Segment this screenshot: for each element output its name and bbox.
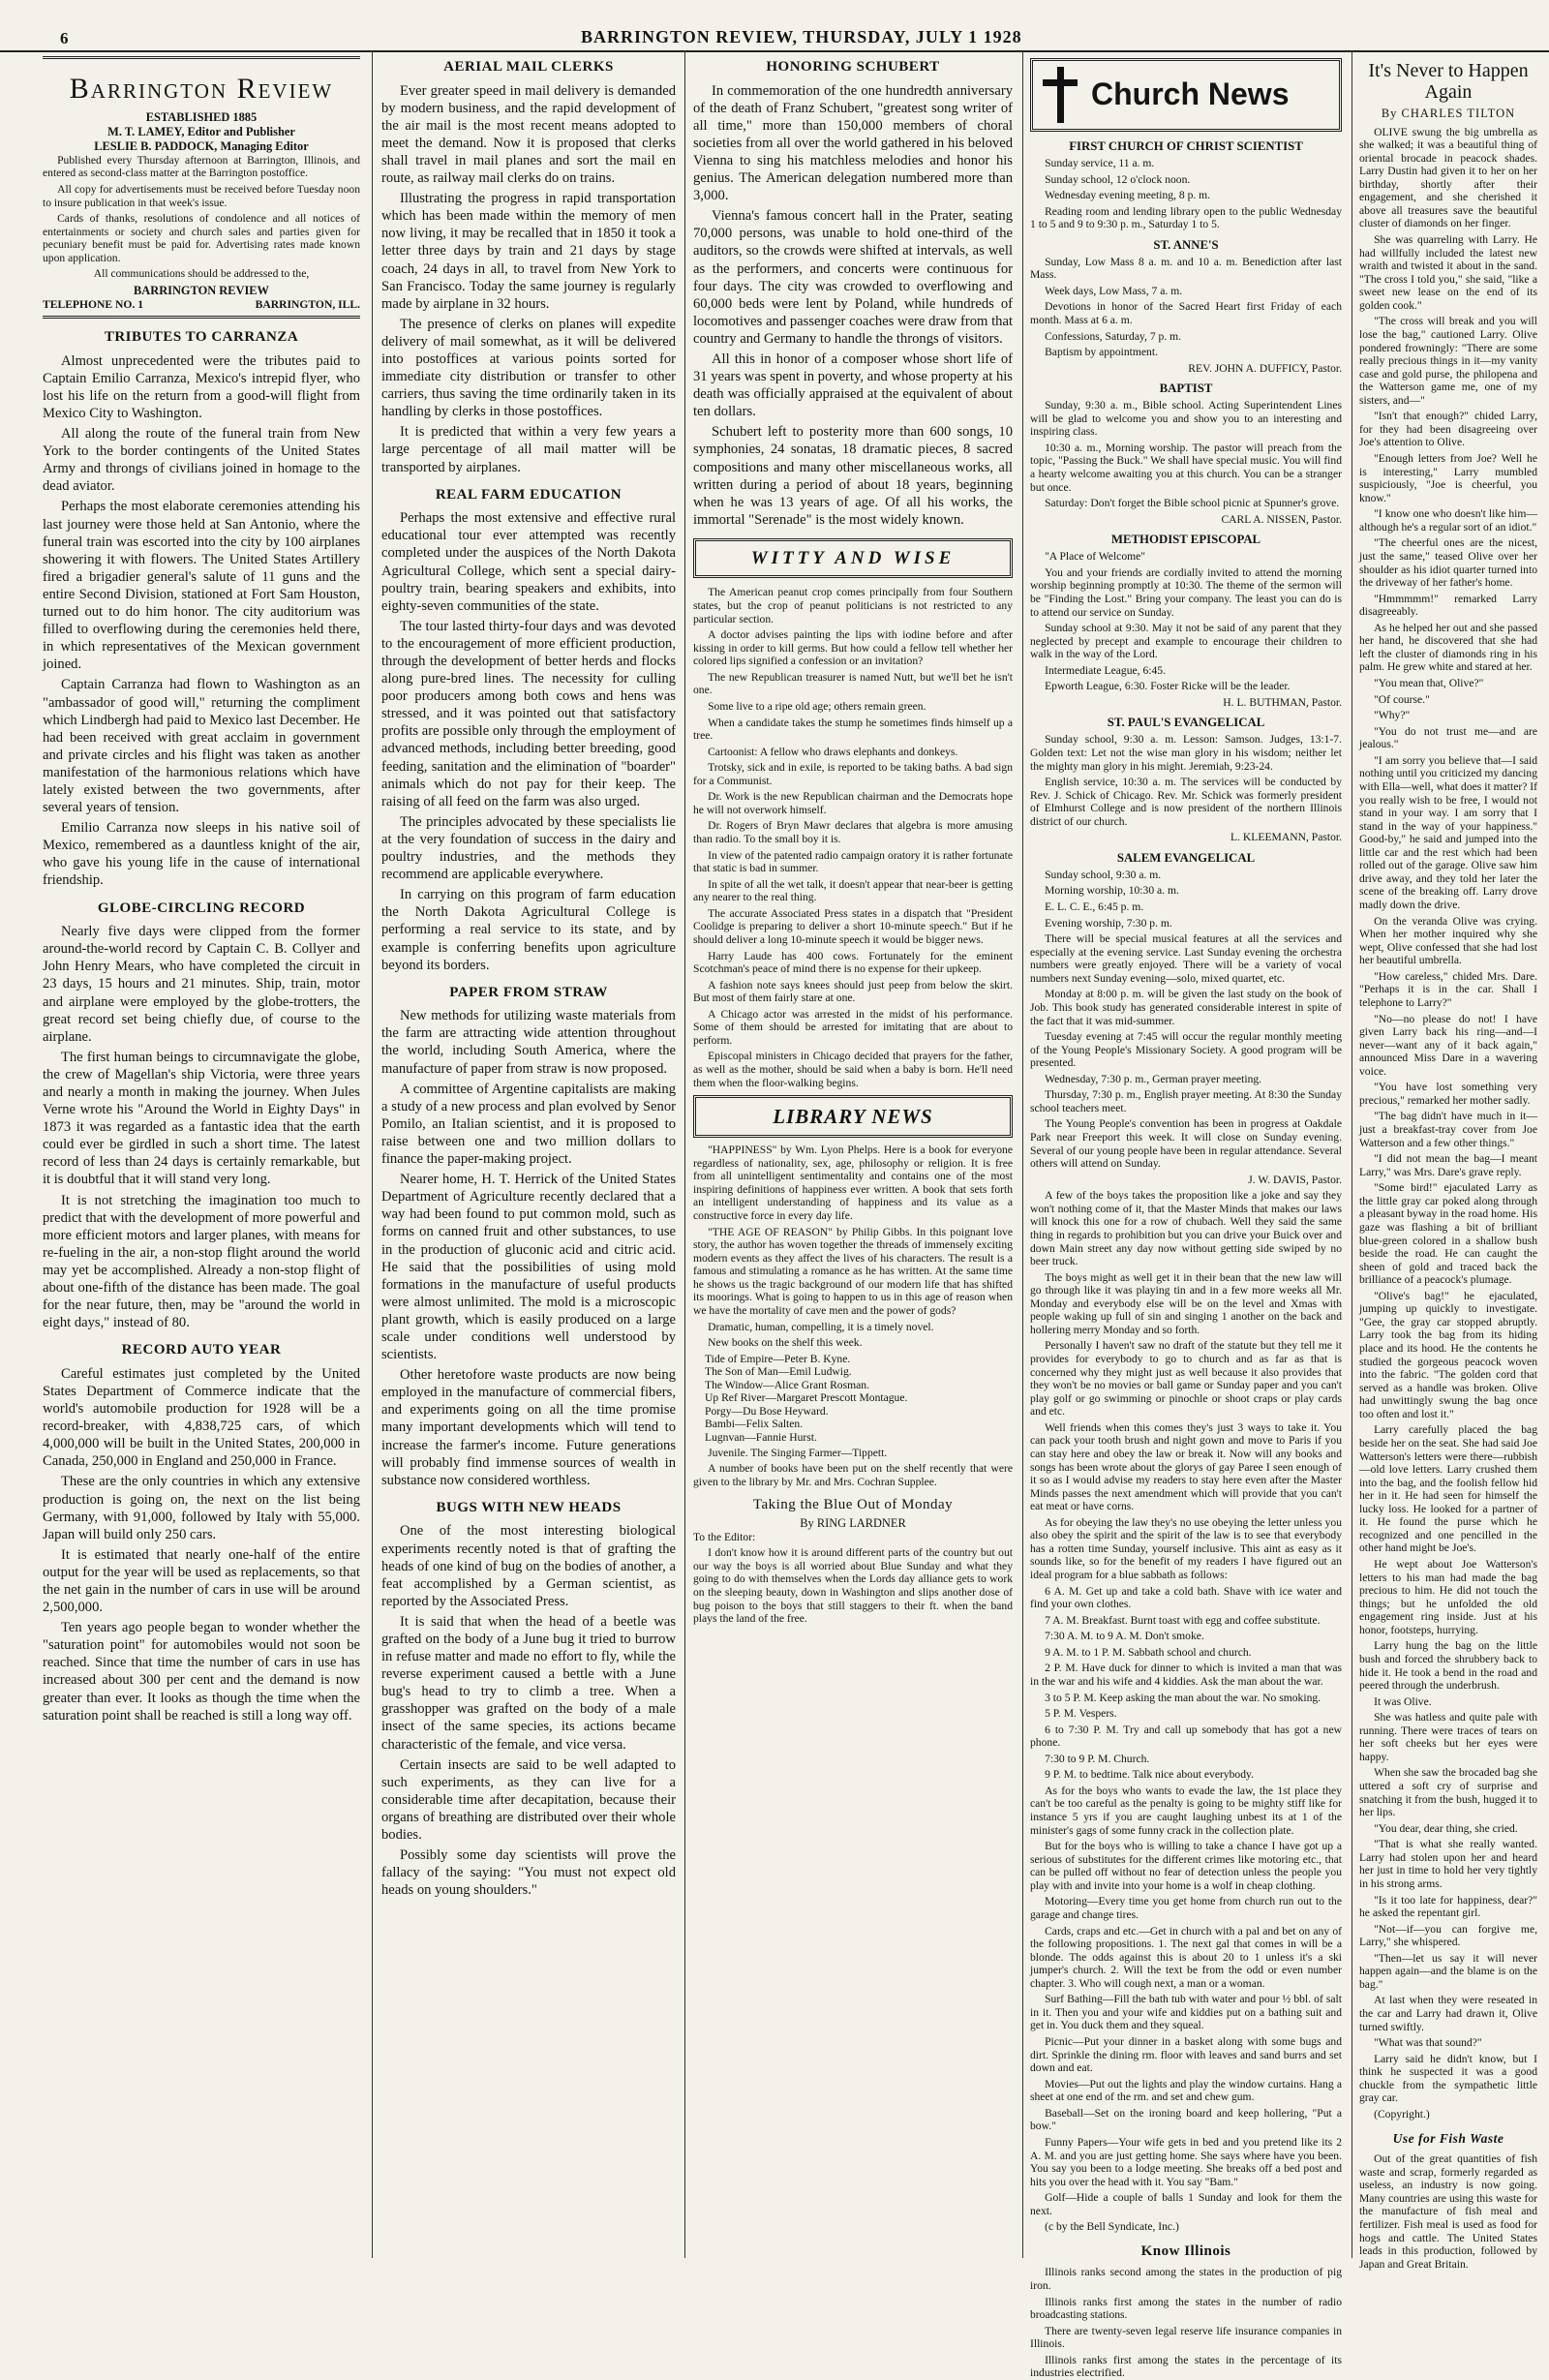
- blue-monday-paragraph: Picnic—Put your dinner in a basket along with some bugs and dirt. Sprinkle the dining rm. floor with leaves and sand burrs and set down and eat.: [1030, 2035, 1342, 2075]
- book-entry: Porgy—Du Bose Heyward.: [705, 1404, 829, 1418]
- story-paragraph: "I know one who doesn't like him—although he's a regular sort of an idiot.": [1359, 507, 1537, 534]
- story-paragraph: "Why?": [1374, 709, 1411, 722]
- story-paragraph: "I did not mean the bag—I meant Larry," was Mrs. Dare's grave reply.: [1359, 1152, 1537, 1178]
- story-paragraph: "Is it too late for happiness, dear?" he asked the repentant girl.: [1359, 1893, 1537, 1920]
- church-name: METHODIST EPISCOPAL: [1110, 533, 1261, 547]
- book-entry: The Window—Alice Grant Rosman.: [705, 1378, 869, 1391]
- masthead-footer: [43, 298, 360, 312]
- church-schedule-line: Reading room and lending library open to the public Wednesday 1 to 5 and 9 to 9:30 p. m., Saturday 1 to 5.: [1030, 204, 1342, 231]
- church-schedule-line: Sunday school, 9:30 a. m.: [1045, 868, 1162, 881]
- fish-waste-body: Out of the great quantities of fish waste and scrap, formerly regarded as useless, an industry is now going. Many countries are using this waste for the manufacture of fish meal and fertilizer. Fish meal is used as food for hogs and cattle. The United States leads in this production, followed by Japan and Great Britain.: [1359, 2152, 1537, 2271]
- blue-monday-program-item: 7:30 A. M. to 9 A. M. Don't smoke.: [1045, 1630, 1204, 1643]
- address-name: BARRINGTON REVIEW: [134, 283, 269, 297]
- witty-items: [693, 586, 1013, 1089]
- paragraph: Possibly some day scientists will prove the fallacy of the saying: "You must not expect old heads on young shoulders.": [381, 1847, 676, 1899]
- masthead-title: Barrington Review: [69, 73, 334, 105]
- church-schedule-line: Monday at 8:00 p. m. will be given the last study on the book of Job. This book study has generated considerable interest in spite of the fact that it was mid-summer.: [1030, 988, 1342, 1027]
- church-schedule-line: Intermediate League, 6:45.: [1045, 663, 1166, 677]
- book-entry: The Son of Man—Emil Ludwig.: [705, 1365, 852, 1379]
- story-paragraph: "What was that sound?": [1374, 2036, 1482, 2050]
- library-paragraph: "HAPPINESS" by Wm. Lyon Phelps. Here is a book for everyone regardless of nationality, sex, age, philosophy or religion. It is free from all unintelligent sentimentality and contains one of the most inspiring definitions of happiness ever written. A book that sets forth an intelligent understanding of happiness and its value as a constructive force in every day life.: [693, 1144, 1013, 1223]
- church-schedule-line: Sunday, Low Mass 8 a. m. and 10 a. m. Benediction after last Mass.: [1030, 255, 1342, 282]
- story-paragraph: As he helped her out and she passed her hand, he discovered that she had left the cluster of diamonds ring in his palm. He grew white and stared at her.: [1359, 621, 1537, 674]
- headline-schubert: HONORING SCHUBERT: [766, 59, 940, 75]
- church-schedule-line: Baptism by appointment.: [1045, 346, 1158, 359]
- blue-monday-program-item: 3 to 5 P. M. Keep asking the man about the war. No smoking.: [1045, 1691, 1321, 1704]
- pastor-signature: H. L. BUTHMAN, Pastor.: [1223, 695, 1342, 709]
- church-news-title: Church News: [1091, 76, 1290, 112]
- paragraph: Schubert left to posterity more than 600 songs, 10 symphonies, 24 sonatas, 18 dramatic pieces, 8 sacred compositions and many other miscellaneous works, all written during a period of about 18 years, beginning when he was 13 years of age. Of all his works, the immortal "Serenade" is the most widely known.: [693, 424, 1013, 528]
- blue-monday-paragraph: Cards, craps and etc.—Get in church with a pal and bet on any of the following propositions. 1. The next gal that comes in will be a blonde. The odds against this is about 20 to 1 unless it's a ski jumper's church. 2. Will the text be from the odd or even number chapter. 3. Who will cough next, a man or a woman.: [1030, 1924, 1342, 1990]
- story-paragraph: "Olive's bag!" he ejaculated, jumping up quickly to investigate. "Gee, the gray car stopped abruptly. Larry took the bag from its hiding place and its hood. He the contents he studied the gorgeous peacock woven into the fabric. "The golden cord that served as a handle was broken. Olive had unwittingly swung the bag once too often and lost it.": [1359, 1289, 1537, 1420]
- story-paragraph: "Of course.": [1374, 692, 1430, 706]
- witty-item: The accurate Associated Press states in a dispatch that "President Coolidge is preparing to deliver a short 10-minute speech." But if he should deliver a long 10-minute speech it would be bigger news.: [693, 906, 1013, 946]
- cross-icon: [1039, 67, 1081, 123]
- blue-monday-program-item: 9 A. M. to 1 P. M. Sabbath school and church.: [1045, 1645, 1252, 1659]
- headline-paper-straw: PAPER FROM STRAW: [449, 984, 608, 1000]
- blue-monday-paragraph: The boys might as well get it in their bean that the new law will go through like it was playing tin and in a few more weeks all Mr. Monday and everybody else will be on the level and Xmas with people waking up full of sin and singing 1 another on the back and hollering merry Monday and so forth.: [1030, 1270, 1342, 1336]
- paragraph: The principles advocated by these specialists lie at the very foundation of success in the dairy and poultry industries, and the methods they recommend are applicable everywhere.: [381, 813, 676, 883]
- book-list: [693, 1353, 1013, 1445]
- blue-monday-paragraph: Golf—Hide a couple of balls 1 Sunday and look for them the next.: [1030, 2191, 1342, 2217]
- paragraph: Ever greater speed in mail delivery is demanded by modern business, and the rapid development of the air mail is the most recent means adopted to meet the demand. Now it is proposed that clerks shall travel in mail planes and sort the mail en route, as railway mail clerks do on trains.: [381, 82, 676, 187]
- church-name: SALEM EVANGELICAL: [1116, 850, 1256, 865]
- paragraph: The first human beings to circumnavigate the globe, the crew of Magellan's ship Victoria, were three years and nearly a month in making the journey. When Jules Verne wrote his "Around the World in Eighty Days" in 1873 it was regarded as a fantastic idea that the earth could ever be girdled in such a short time. The latest record of less than 24 days is certainly remarkable, but it is doubtful that it will stand very long.: [43, 1049, 360, 1188]
- column-editorial: [43, 56, 360, 2254]
- story-paragraph: "No—no please do not! I have given Larry back his ring—and—I never—want any of it back again," announced Miss Dare in a wavering voice.: [1359, 1012, 1537, 1078]
- headline-globe-record: GLOBE-CIRCLING RECORD: [97, 900, 306, 916]
- editor-line: M. T. LAMEY, Editor and Publisher: [107, 125, 295, 139]
- established: ESTABLISHED 1885: [145, 110, 258, 125]
- blue-monday-paragraph: Well friends when this comes they's just 3 ways to take it. You can pack your tooth brush and night gown and move to Paris if you can stay here and obey the law or break it. Now will any books and songs has been wrote about the glorys of gay Paree I seen enough of it so as I would advise my readers to stay here even after the Master Minds passes the next amendment which will provide that you can't eat meat or have corns.: [1030, 1420, 1342, 1513]
- paragraph: Nearly five days were clipped from the former around-the-world record by Captain C. B. Collyer and John Henry Mears, who have completed the circuit in 23 days, 15 hours and 21 minutes. Ship, train, motor and airplane were employed by the globe-trotters, the great record set being chiefly due, of course to the airplane.: [43, 924, 360, 1045]
- story-byline: By CHARLES TILTON: [1381, 107, 1516, 120]
- illinois-fact: Illinois ranks first among the states in the percentage of its industries electrified.: [1030, 2353, 1342, 2380]
- story-paragraph: "You have lost something very precious," remarked her mother sadly.: [1359, 1081, 1537, 1107]
- church-schedule-line: There will be special musical features at all the services and especially at the evening service. Last Sunday evening the orchestra numbers were greatly enjoyed. There will be a variety of vocal numbers next Sunday evening—solo, mixed quartet, etc.: [1030, 932, 1342, 985]
- paragraph: Careful estimates just completed by the United States Department of Commerce indicate that the world's automobile production for 1928 will be a record-breaker, with 4,838,725 cars, of which 4,000,000 will be built in the United States, 200,000 in Canada, 250,000 in England and 250,000 in France.: [43, 1365, 360, 1470]
- witty-item: Dr. Rogers of Bryn Mawr declares that algebra is more amusing than radio. To the small boy it is.: [693, 819, 1013, 846]
- witty-item: A Chicago actor was arrested in the midst of his performance. Some of them should be arrested for imitating that are about to perform.: [693, 1007, 1013, 1047]
- place: BARRINGTON, ILL.: [255, 297, 360, 311]
- witty-item: Dr. Work is the new Republican chairman and the Democrats hope he will not overwork himself.: [693, 790, 1013, 816]
- page-number: 6: [60, 29, 69, 47]
- story-paragraph: On the veranda Olive was crying. When her mother inquired why she wept, Olive confessed that she had lost her beautiful umbrella.: [1359, 914, 1537, 967]
- witty-item: The new Republican treasurer is named Nutt, but we'll bet he isn't one.: [693, 670, 1013, 697]
- church-schedule-line: Sunday school, 12 o'clock noon.: [1045, 172, 1191, 186]
- church-schedule-line: Devotions in honor of the Sacred Heart first Friday of each month. Mass at 6 a. m.: [1030, 300, 1342, 326]
- paragraph: The presence of clerks on planes will expedite delivery of mail somewhat, as it will be delivered into postoffices at various points sorted for immediate city distribution or transfer to other carriers, thus saving the time ordinarily taken in its handling by clerks in those postoffices.: [381, 316, 676, 420]
- headline-auto-year: RECORD AUTO YEAR: [121, 1342, 282, 1358]
- church-name: BAPTIST: [1159, 381, 1213, 396]
- witty-item: In spite of all the wet talk, it doesn't appear that near-beer is getting any nearer to the real thing.: [693, 877, 1013, 904]
- church-name: ST. ANNE'S: [1153, 237, 1219, 252]
- story-paragraph: OLIVE swung the big umbrella as she walked; it was a beautiful thing of oriental brocade in peacock shades. Larry Dustin had given it to her on her birthday, shortly after their engagement, and she cherished it above all treasures save the beautiful cluster of diamonds on her finger.: [1359, 125, 1537, 230]
- paragraph: It is not stretching the imagination too much to predict that with the development of more powerful and more efficient motors and larger planes, with means for re-fueling in the air, a non-stop flight around the world may yet be accomplished. Already a non-stop flight of about one-fifth of the distance has been made. The goal for the near future, then, may be "around the world in eight days," instead of 80.: [43, 1192, 360, 1331]
- story-paragraph: "The bag didn't have much in it—just a breakfast-tray cover from Joe Watterson and a few other things.": [1359, 1110, 1537, 1149]
- story-paragraph: "You do not trust me—and are jealous.": [1359, 724, 1537, 751]
- paragraph: New methods for utilizing waste materials from the farm are attracting wide attention throughout the world, including South America, where the manufacture of paper from straw is now proposed.: [381, 1008, 676, 1077]
- church-schedule-line: "A Place of Welcome": [1045, 550, 1146, 564]
- library-reviews: [693, 1144, 1013, 1333]
- church-schedule-line: Saturday: Don't forget the Bible school picnic at Spunner's grove.: [1045, 497, 1340, 510]
- story-paragraph: "The cheerful ones are the nicest, just the same," teased Olive over her shoulder as his idiot quarter turned into the driveway of her father's home.: [1359, 536, 1537, 590]
- paragraph: These are the only countries in which any extensive production is going on, the next on the list being Germany, with 91,000, followed by Italy with 55,000. Japan will build only 250 cars.: [43, 1474, 360, 1542]
- headline-aerial-mail: AERIAL MAIL CLERKS: [443, 59, 614, 75]
- church-schedule-line: Sunday service, 11 a. m.: [1045, 156, 1155, 169]
- story-paragraph: "I am sorry you believe that—I said nothing until you criticized my dancing with Ella—well, what does it matter? If you really wish to be free, I would not stand in your way. I am sorry that I stand in the way of your happiness." Good-by," he said and jumped into the little car and the rest which had been rolled out of the garage. Olive saw him drive away, and they told her later the scene of the breaking off. Larry drove madly down the drive.: [1359, 753, 1537, 911]
- paragraph: All along the route of the funeral train from New York to the border contingents of the United States Army and throngs of civilians joined in homage to the dead aviator.: [43, 426, 360, 495]
- story-paragraph: At last when they were reseated in the car and Larry had drawn it, Olive turned swiftly.: [1359, 1994, 1537, 2033]
- blue-monday-program-item: 5 P. M. Vespers.: [1045, 1707, 1117, 1721]
- know-illinois-title: Know Illinois: [1140, 2243, 1231, 2259]
- witty-item: A doctor advises painting the lips with iodine before and after kissing in order to kill germs. But how could a fellow tell whether her colored lips signified a confession or an invitation?: [693, 628, 1013, 668]
- paragraph: One of the most interesting biological experiments recently noted is that of grafting the heads of one kind of bug on the bodies of another, a feat accomplished by a German scientist, as reported by the Associated Press.: [381, 1523, 676, 1609]
- managing-editor-line: LESLIE B. PADDOCK, Managing Editor: [94, 138, 309, 153]
- column-rule: [684, 50, 685, 2258]
- blue-monday-salutation: To the Editor:: [693, 1530, 756, 1543]
- article-aerial-mail: [381, 82, 676, 476]
- paragraph: Nearer home, H. T. Herrick of the United States Department of Agriculture recently declared that a way had been found to put common mold, such as forms on canned fruit and other substances, to use in the production of gluconic acid and citric acid. He said that the possibilities of using mold formations in the manufacture of useful products were almost unlimited. The mold is a microscopic plant growth, which is easily produced on a large scale under conditions well understood by scientists.: [381, 1172, 676, 1363]
- story-paragraph: She was quarreling with Larry. He had willfully included the latest new wraith and twisted it about in the sand. "The cross I told you," she said, "like a sweet new lease on the end of its golden cook.": [1359, 233, 1537, 312]
- story-paragraph: "Some bird!" ejaculated Larry as the little gray car poked along through a pleasant byway in the road home. His gaze was flashing a bit of brilliant blue-green colored in a shallow bush beside the road. He can caught the sheen of gold and traced back the brilliance of a peacock's plumage.: [1359, 1181, 1537, 1287]
- telephone: TELEPHONE NO. 1: [43, 297, 144, 311]
- church-schedule-line: Tuesday evening at 7:45 will occur the regular monthly meeting of the Young People's Missionary Society. A good program will be presented.: [1030, 1030, 1342, 1070]
- blue-monday-program-item: 6 to 7:30 P. M. Try and call up somebody that has got a new phone.: [1030, 1723, 1342, 1750]
- blue-monday-program-item: 9 P. M. to bedtime. Talk nice about everybody.: [1045, 1768, 1254, 1782]
- church-schedule-line: E. L. C. E., 6:45 p. m.: [1045, 900, 1144, 913]
- church-schedule-line: Evening worship, 7:30 p. m.: [1045, 916, 1172, 930]
- story-paragraph: "Not—if—you can forgive me, Larry," she whispered.: [1359, 1922, 1537, 1949]
- church-schedule-line: Epworth League, 6:30. Foster Ricke will be the leader.: [1045, 680, 1291, 693]
- story-paragraph: It was Olive.: [1374, 1694, 1432, 1708]
- witty-item: Cartoonist: A fellow who draws elephants and donkeys.: [708, 745, 958, 758]
- paragraph: A committee of Argentine capitalists are making a study of a new process and plan evolved by Senor Pomilo, an Italian scientist, and it is proposed to raise between one and two million dollars to finance the paper-making project.: [381, 1081, 676, 1168]
- witty-item: A fashion note says knees should just peep from below the skirt. But most of them fairly stare at one.: [693, 978, 1013, 1005]
- witty-item: Some live to a ripe old age; others remain green.: [708, 699, 926, 713]
- library-banner: LIBRARY NEWS: [693, 1095, 1013, 1138]
- blue-monday-paragraph: A few of the boys takes the proposition like a joke and say they won't nothing come of it, that the Master Minds that makes our laws will knock this one for a row of chubach. Well they said the same thing in regards to prohibition but you can drive your Buick over and down Main street any day now without getting side swiped by no beer truck.: [1030, 1189, 1342, 1268]
- paragraph: Illustrating the progress in rapid transportation which has been made within the memory of men now living, it may be recalled that in 1850 it took a letter three days by train and 21 days by stage coach, 24 days in all, to travel from New York to San Francisco. Today the same journey is regularly made by airplane in 32 hours.: [381, 191, 676, 312]
- church-news-heading: [1030, 58, 1342, 132]
- paragraph: Emilio Carranza now sleeps in his native soil of Mexico, remembered as a dauntless knight of the air, who gave his young life in the cause of international friendship.: [43, 820, 360, 889]
- column-features: [693, 56, 1013, 2254]
- story-paragraph: "That is what she really wanted. Larry had stolen upon her and heard her just in time to hold her very tightly in his strong arms.: [1359, 1838, 1537, 1890]
- church-schedule-line: Week days, Low Mass, 7 a. m.: [1045, 284, 1183, 297]
- church-schedule-line: Sunday school at 9:30. May it not be said of any parent that they neglected by precept and example to encourage their children to walk in the way of the Lord.: [1030, 622, 1342, 661]
- witty-item: Harry Laude has 400 cows. Fortunately for the eminent Scotchman's peace of mind there is no expense for their upkeep.: [693, 949, 1013, 976]
- library-paragraph: "THE AGE OF REASON" by Philip Gibbs. In this poignant love story, the author has woven together the threads of immensely exciting modern events as they affect the lives of his characters. The result is a famous and stimulating a romance as he has written. At the same time he shows us the tragic background of our modern life that has shifted its moorings. What is going to happen to us in this age of reason when we have the mortality of cave men and the power of gods?: [693, 1225, 1013, 1317]
- running-head-text: BARRINGTON REVIEW, THURSDAY, JULY 1 1928: [581, 27, 1022, 46]
- paragraph: Perhaps the most extensive and effective rural educational tour ever attempted was recently completed under the auspices of the North Dakota Agricultural College, which sent a special dairy-poultry train, bearing speakers and exhibits, into eighty-seven communities of the state.: [381, 510, 676, 614]
- book-entry: Tide of Empire—Peter B. Kyne.: [705, 1352, 851, 1365]
- story-paragraph: (Copyright.): [1374, 2107, 1430, 2121]
- story-paragraph: "Enough letters from Joe? Well he is interesting," Larry mumbled suspiciously, "Joe is cheerful, you know.": [1359, 452, 1537, 504]
- story-paragraph: "You dear, dear thing, she cried.: [1374, 1821, 1518, 1835]
- church-schedule-line: Sunday school, 9:30 a. m. Lesson: Samson. Judges, 13:1-7. Golden text: Let not the wise man glory in his wisdom; neither let the mighty man glory in his might. Jeremiah, 9:23-24.: [1030, 733, 1342, 773]
- story-paragraph: "How careless," chided Mrs. Dare. "Perhaps it is in the car. Shall I telephone to Larry?": [1359, 969, 1537, 1009]
- blue-monday-paragraph: Baseball—Set on the ironing board and keep hollering, "Put a bow.": [1030, 2106, 1342, 2133]
- juvenile-line: Juvenile. The Singing Farmer—Tippett.: [708, 1446, 888, 1459]
- pastor-signature: CARL A. NISSEN, Pastor.: [1221, 512, 1342, 526]
- paragraph: Certain insects are said to be well adapted to such experiments, as they can live for a considerable time after decapitation, because their organs of breathing are distributed over their whole bodies.: [381, 1756, 676, 1843]
- paragraph: All this in honor of a composer whose short life of 31 years was spent in poverty, and whose property at his death was officially appraised at the equivalent of about ten dollars.: [693, 351, 1013, 420]
- church-schedule-line: Morning worship, 10:30 a. m.: [1045, 884, 1179, 898]
- paragraph: Ten years ago people began to wonder whether the "saturation point" for automobiles would not soon be reached. Since that time the number of cars in use has increased about 300 per cent and the demand is now greater than ever. It looks as though the time when the saturation point shall be reached is still a long way off.: [43, 1620, 360, 1724]
- blue-monday-title: Taking the Blue Out of Monday: [752, 1497, 954, 1513]
- blue-monday-paragraph: But for the boys who is willing to take a chance I have got up a serious of substitutes for the different crimes like motoring etc., that can be pulled off without no fear of detection unless the people you play with and invite into your home is a wolf in cheap clothing.: [1030, 1840, 1342, 1892]
- church-schedule-line: English service, 10:30 a. m. The services will be conducted by Rev. J. Schick of Chicago. Rev. Mr. Schick was formerly president of Elmhurst College and is now president of the northern Illinois district of our church.: [1030, 776, 1342, 828]
- headline-bugs: BUGS WITH NEW HEADS: [436, 1499, 622, 1515]
- communications-note: All communications should be addressed to the,: [93, 267, 310, 281]
- story-paragraph: "Isn't that enough?" chided Larry, for they had been disagreeing over Joe's attention to Olive.: [1359, 410, 1537, 449]
- book-entry: Bambi—Felix Salten.: [705, 1418, 804, 1431]
- story-paragraph: "Hmmmmm!" remarked Larry disagreeably.: [1359, 592, 1537, 619]
- church-schedule-line: The Young People's convention has been in progress at Oakdale Park near Freeport this week. It will close on Sunday evening. Several of our young people have been in regular attendance. Several others will attend on Sunday.: [1030, 1117, 1342, 1171]
- church-schedule-line: You and your friends are cordially invited to attend the morning worship beginning promptly at 10:30. The theme of the sermon will be "Finding the Lost." Bring your company. The least you can do is to attend our service on Sunday.: [1030, 565, 1342, 619]
- pastor-signature: REV. JOHN A. DUFFICY, Pastor.: [1188, 361, 1342, 375]
- church-listings: [1030, 139, 1342, 2380]
- story-paragraph: Larry said he didn't know, but I think he suspected it was a good chuckle from the sympathetic little gray car.: [1359, 2052, 1537, 2105]
- story-body: [1359, 126, 1537, 2121]
- church-name: ST. PAUL'S EVANGELICAL: [1107, 716, 1265, 730]
- witty-item: Trotsky, sick and in exile, is reported to be taking baths. A bad sign for a Communist.: [693, 761, 1013, 787]
- story-paragraph: "The cross will break and you will lose the bag," cautioned Larry. Olive pondered frowningly: "There are some really precious things in it—my vanity case and gold purse, the philopena and the Watterson game me, one of my sisters, and—": [1359, 315, 1537, 407]
- running-head: [0, 0, 1549, 54]
- paragraph: Other heretofore waste products are now being employed in the manufacture of commercial fibers, and experiments going on all the time promise many important developments which will tend to increase the farmer's income. Future generations will probably find immense sources of wealth in substance now considered worthless.: [381, 1367, 676, 1488]
- headline-farm-education: REAL FARM EDUCATION: [435, 486, 623, 503]
- blue-monday-program-item: 7:30 to 9 P. M. Church.: [1045, 1752, 1150, 1765]
- witty-item: In view of the patented radio campaign oratory it is rather fortunate that static is bad in summer.: [693, 848, 1013, 875]
- paragraph: It is estimated that nearly one-half of the entire output for the year will be used as replacements, so that the net gain in the number of cars in use will be around 2,500,000.: [43, 1546, 360, 1616]
- witty-banner: WITTY AND WISE: [693, 538, 1013, 579]
- church-schedule-line: Wednesday evening meeting, 8 p. m.: [1045, 189, 1211, 202]
- article-bugs: [381, 1522, 676, 1899]
- masthead: [43, 56, 360, 319]
- blue-monday-paragraph: Movies—Put out the lights and play the window curtains. Hang a sheet at one end of the rm. and set and chew gum.: [1030, 2077, 1342, 2104]
- illinois-fact: There are twenty-seven legal reserve life insurance companies in Illinois.: [1030, 2324, 1342, 2351]
- paragraph: Vienna's famous concert hall in the Prater, seating 70,000 persons, was unable to hold one-third of the auditors, so the crowds were shifted at intervals, as well as the performers, and concerts were continuous for four days. The city was crowded to overflowing and 60,000 beds were lent by Poland, while hundreds of locomotives and passenger coaches were draw from that country and Germany to handle the throngs of visitors.: [693, 208, 1013, 347]
- paragraph: In carrying on this program of farm education the North Dakota Agricultural College is performing a real service to its state, and by example is conferring benefits upon agriculture beyond its borders.: [381, 887, 676, 973]
- church-schedule-line: 10:30 a. m., Morning worship. The pastor will preach from the topic, "Passing the Buck." We shall have special music. You will find a hearty welcome awaiting you at this church. You can be a stranger but once.: [1030, 441, 1342, 494]
- column-editorial-2: [381, 56, 676, 2254]
- column-church: [1030, 56, 1342, 2380]
- story-paragraph: Larry hung the bag on the little bush and forced the shrubbery back to hide it. He took a bend in the road and peered through the underbrush.: [1359, 1639, 1537, 1693]
- blue-monday-program-item: 7 A. M. Breakfast. Burnt toast with egg and coffee substitute.: [1045, 1613, 1321, 1627]
- paragraph: Captain Carranza had flown to Washington as an "ambassador of good will," returning the compliment which Lindbergh had paid to Mexico last December. He had been received with great acclaim in government and private circles and his flight was taken as another manifestation of the harmonious relations which have lately existed between the two governments, after several years of tension.: [43, 677, 360, 816]
- copy-note: All copy for advertisements must be received before Tuesday noon to insure publication in that week's issue.: [43, 182, 360, 209]
- fish-waste-title: Use for Fish Waste: [1392, 2130, 1504, 2146]
- blue-monday-paragraph: Surf Bathing—Fill the bath tub with water and pour ½ bbl. of salt in it. Then you and your wife and kiddies put on a bathing suit and get in. You duck them and they squeal.: [1030, 1993, 1342, 2032]
- illinois-fact: Illinois ranks first among the states in the number of radio broadcasting stations.: [1030, 2295, 1342, 2322]
- paragraph: The tour lasted thirty-four days and was devoted to the encouragement of more efficient production, through the development of better herds and flocks along pure-bred lines. The necessity for culling poor producers among both cows and hens was stressed, and it was pointed out that satisfactory profits are possible only through the employment of advanced methods, including better breeding, good feeding, sanitation and the elimination of "boarder" animals which do not pay for their keep. The raising of all feed on the farm was also urged.: [381, 618, 676, 809]
- blue-monday-program-item: As for the boys who wants to evade the law, the 1st place they can't be too careful as the penalty is going to be mighty stiff like for instance 5 yrs if you are caught laughing unbest its at 1 of the minister's gags of some funny crack in the collection plate.: [1030, 1784, 1342, 1837]
- book-entry: Up Ref River—Margaret Prescott Montague.: [705, 1391, 908, 1405]
- library-gift-note: A number of books have been put on the shelf recently that were given to the library by Mr. and Mrs. Cochran Supplee.: [693, 1462, 1013, 1488]
- blue-monday-paragraph: (c by the Bell Syndicate, Inc.): [1045, 2220, 1179, 2234]
- article-auto-year: [43, 1365, 360, 1724]
- church-schedule-line: Thursday, 7:30 p. m., English prayer meeting. At 8:30 the Sunday school teachers meet.: [1030, 1088, 1342, 1114]
- paragraph: It is said that when the head of a beetle was grafted on the body of a June bug it tried to burrow in refuse matter and made no effort to fly, while the reverse experiment caused a bettle with a June bug's head to try to climb a tree. When a grasshopper was grafted on the body of a male insect of the same species, its actions became characteristic of the female, and vice versa.: [381, 1613, 676, 1753]
- witty-item: Episcopal ministers in Chicago decided that prayers for the father, as well as the mother, should be said when a baby is born. He'll need them when the floor-walking begins.: [693, 1050, 1013, 1089]
- column-rule: [1022, 50, 1023, 2258]
- column-rule: [372, 50, 373, 2258]
- blue-monday-program-item: 6 A. M. Get up and take a cold bath. Shave with ice water and find your own clothes.: [1030, 1584, 1342, 1611]
- illinois-fact: Illinois ranks second among the states in the production of pig iron.: [1030, 2266, 1342, 2292]
- book-entry: Lugnvan—Fannie Hurst.: [705, 1431, 817, 1445]
- pastor-signature: L. KLEEMANN, Pastor.: [1230, 831, 1342, 844]
- witty-item: The American peanut crop comes principally from four Southern states, but the crop of peanut politicians is not restricted to any particular section.: [693, 586, 1013, 626]
- article-farm-education: [381, 509, 676, 973]
- story-paragraph: "Then—let us say it will never happen again—and the blame is on the bag.": [1359, 1951, 1537, 1991]
- church-schedule-line: Wednesday, 7:30 p. m., German prayer meeting.: [1045, 1072, 1262, 1085]
- witty-item: When a candidate takes the stump he sometimes finds himself up a tree.: [693, 716, 1013, 743]
- paragraph: Almost unprecedented were the tributes paid to Captain Emilio Carranza, Mexico's intrepid flyer, who lost his life on the return from a good-will flight from Mexico City to Washington.: [43, 352, 360, 421]
- church-schedule-line: Confessions, Saturday, 7 p. m.: [1045, 329, 1182, 343]
- paragraph: In commemoration of the one hundredth anniversary of the death of Franz Schubert, "greatest song writer of all time," more than 150,000 members of choral societies from all over the world gathered in his beloved Vienna to sing his matchless melodies and honor his genius. The American delegation numbered more than 3,000.: [693, 82, 1013, 204]
- cards-note: Cards of thanks, resolutions of condolence and all notices of entertainments or society and church sales and parties given for pecuniary benefit must be paid for. Advertising rates made known upon application.: [43, 212, 360, 264]
- blue-monday-paragraph: Personally I haven't saw no draft of the statute but they tell me it provides for everybody to go to church and as far as that is concerned why they might just as well because it also provides that they won't be no movies or ball game or Sunday paper and you can't play golf or go swimming or pinochle or shoot craps or play cards and etc.: [1030, 1339, 1342, 1419]
- church-schedule-line: Sunday, 9:30 a. m., Bible school. Acting Superintendent Lines will be glad to welcome you and show you to an interesting and inspiring class.: [1030, 399, 1342, 439]
- paragraph: Perhaps the most elaborate ceremonies attending his last journey were those held at San Antonio, where the funeral train was escorted into the city by 100 airplanes showering it with flowers. The United States Artillery fired a brigadier general's salute of 11 guns and the entire Second Division, stationed at Fort Sam Houston, turned out to do him honor. The city auditorium was filled to overflowing during the ceremonies held there, in which representatives of the Mexican government joined.: [43, 499, 360, 673]
- paragraph: It is predicted that within a very few years a large percentage of all mail matter will be transported by airplanes.: [381, 424, 676, 475]
- publication-note: Published every Thursday afternoon at Barrington, Illinois, and entered as second-class matter at the Barrington postoffice.: [43, 153, 360, 180]
- blue-monday-paragraph: Funny Papers—Your wife gets in bed and you pretend like its 2 A. M. and you are just getting home. She says where have you been. You say you been to a lodge meeting. She breaks off a bed post and hits you over the head with it. You say "Bam.": [1030, 2135, 1342, 2188]
- article-globe-record: [43, 923, 360, 1331]
- blue-monday-body: I don't know how it is around different parts of the country but out our way the boys is all worried about Blue Sunday and what they going to do with themselves when the Lords day alliance gets to work on the sleeping beauty, down in Washington and slips another dose of bug poison to the boys that still staggers to their ft. when the band plays the land of the free.: [693, 1546, 1013, 1626]
- story-paragraph: She was hatless and quite pale with running. There were traces of tears on her soft cheeks but her eyes were happy.: [1359, 1711, 1537, 1763]
- library-paragraph: Dramatic, human, compelling, it is a timely novel.: [708, 1320, 934, 1333]
- pastor-signature: J. W. DAVIS, Pastor.: [1248, 1173, 1342, 1186]
- story-title: It's Never to Happen Again: [1368, 60, 1529, 103]
- church-name: FIRST CHURCH OF CHRIST SCIENTIST: [1069, 139, 1303, 153]
- headline-carranza: TRIBUTES TO CARRANZA: [104, 329, 299, 346]
- article-paper-straw: [381, 1007, 676, 1489]
- story-paragraph: "You mean that, Olive?": [1374, 677, 1484, 689]
- story-paragraph: When she saw the brocaded bag she uttered a soft cry of surprise and snatching it from the bush, hugged it to her lips.: [1359, 1766, 1537, 1819]
- top-rule: [0, 50, 1549, 52]
- article-schubert: [693, 82, 1013, 529]
- story-paragraph: He wept about Joe Watterson's letters to his man had made the bag precious to him. He did not touch the things; but he unfolded the old engagement ring inside. Just at his honor, footsteps, hurrying.: [1359, 1558, 1537, 1636]
- article-carranza: [43, 352, 360, 890]
- story-paragraph: Larry carefully placed the bag beside her on the seat. She had said Joe Watterson's letters were there—rubbish—old love letters. Larry crushed them into the bag, and the foolish fellow hid her in it. He had seen for himself the lucky loss. He looked for a partner of it. He found the purse which he recognized and one pencilled in the other hand might be Joe's.: [1359, 1423, 1537, 1555]
- new-books-intro: New books on the shelf this week.: [708, 1336, 863, 1350]
- column-story: [1359, 56, 1537, 2271]
- blue-monday-paragraph: As for obeying the law they's no use obeying the letter unless you also obey the spirit and the spirit of the law is to see that everybody has a rotten time Sunday, yourself inclusive. This aint as easy as it sounds like, so for the benefit of my readers I have figured out an ideal program for a blue sabbath as follows:: [1030, 1515, 1342, 1581]
- blue-monday-program-item: 2 P. M. Have duck for dinner to which is invited a man that was in the war and his wife and 4 kiddies. Ask the man about the war.: [1030, 1662, 1342, 1688]
- blue-monday-byline: By RING LARDNER: [800, 1515, 906, 1530]
- blue-monday-paragraph: Motoring—Every time you get home from church run out to the garage and change tires.: [1030, 1895, 1342, 1921]
